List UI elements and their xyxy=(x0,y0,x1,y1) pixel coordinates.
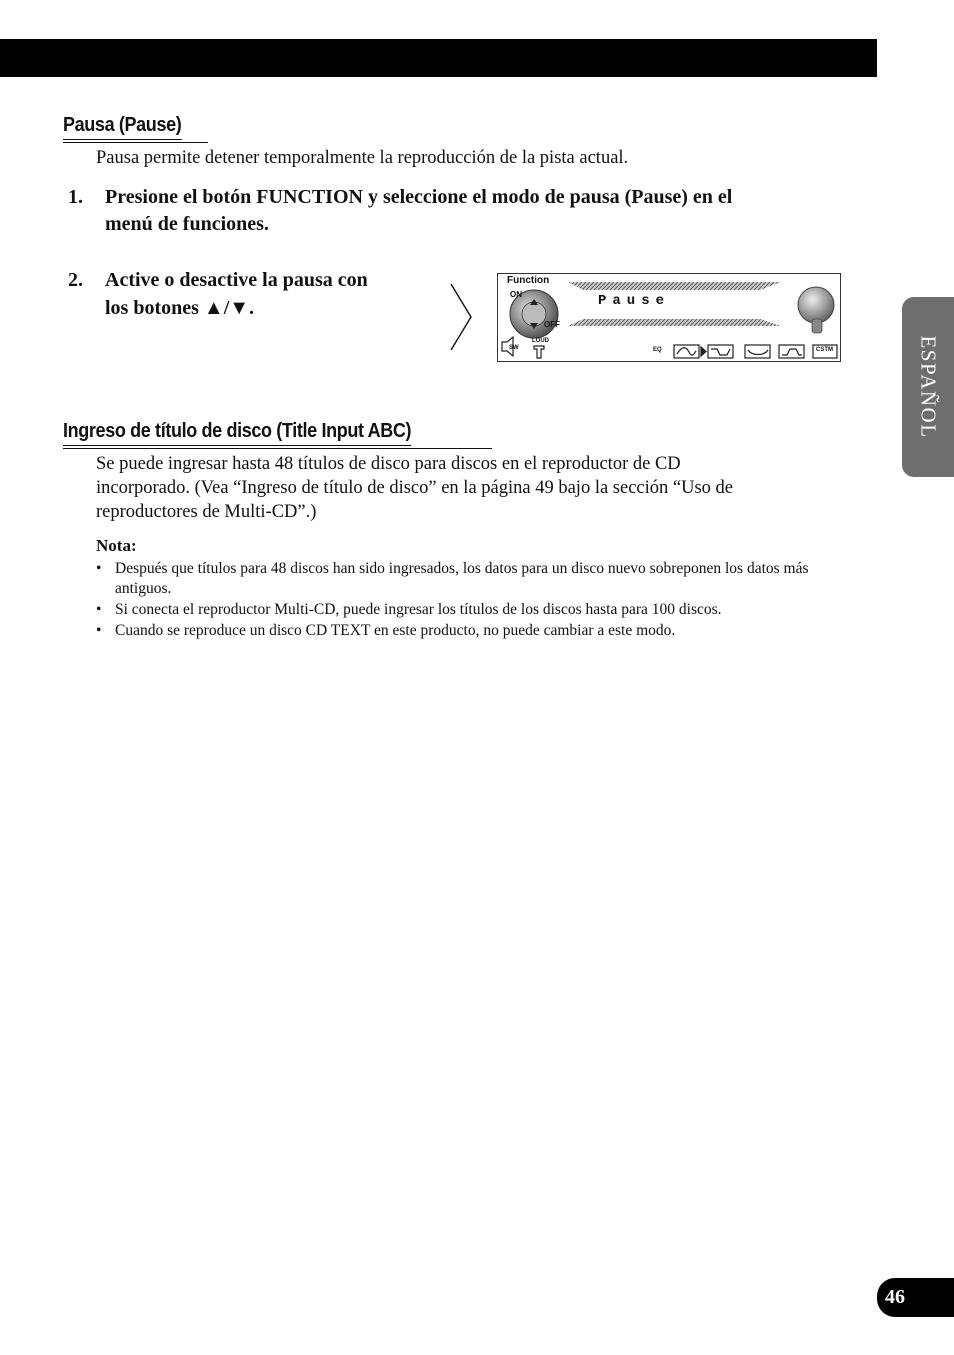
step-text-line2: menú de funciones. xyxy=(105,213,269,235)
list-item: • Cuando se reproduce un disco CD TEXT en este producto, no puede cambiar a este modo. xyxy=(96,621,836,641)
bottom-band xyxy=(568,319,781,326)
heading-underline xyxy=(63,142,208,143)
display-graphics xyxy=(498,274,840,361)
paragraph-line: Se puede ingresar hasta 48 títulos de disco para discos en el reproductor de CD xyxy=(96,454,681,474)
step-text-line1: Active o desactive la pausa con xyxy=(105,269,368,291)
page-number: 46 xyxy=(877,1278,954,1317)
step-number: 2. xyxy=(68,269,83,291)
loud-icon xyxy=(534,346,544,358)
header-bar xyxy=(0,39,877,77)
step-text-line1: Presione el botón FUNCTION y seleccione el modo de pausa (Pause) en el xyxy=(105,186,733,208)
step-text-line2: los botones ▲/▼. xyxy=(105,297,255,319)
pause-intro-text: Pausa permite detener temporalmente la reproducción de la pista actual. xyxy=(96,148,629,168)
notes-list xyxy=(96,559,836,642)
list-item: • Si conecta el reproductor Multi-CD, puede ingresar los títulos de los discos hasta para 100 discos. xyxy=(96,600,836,620)
display-mode-text: Pause xyxy=(598,293,671,309)
paragraph-line: incorporado. (Vea “Ingreso de título de disco” en la página 49 bajo la sección “Uso de xyxy=(96,478,733,498)
step-1 xyxy=(68,183,838,239)
pointer-arrow-icon xyxy=(449,282,475,352)
eq-label: EQ xyxy=(653,347,662,353)
on-label: ON xyxy=(510,290,522,299)
knob-icon xyxy=(798,287,834,323)
function-label: Function xyxy=(507,275,550,286)
top-band xyxy=(568,282,781,290)
list-item: • Después que títulos para 48 discos han sido ingresados, los datos para un disco nuevo sobreponen los datos más antiguos. xyxy=(96,559,836,599)
heading-underline xyxy=(63,448,492,449)
language-label: ESPAÑOL xyxy=(916,335,941,439)
cstm-label: CSTM xyxy=(816,347,833,353)
language-tab xyxy=(902,297,954,477)
note-title: Nota: xyxy=(96,536,137,555)
paragraph-line: reproductores de Multi-CD”.) xyxy=(96,502,317,522)
step-number: 1. xyxy=(68,186,83,208)
section-heading-pause: Pausa (Pause) xyxy=(63,114,181,140)
step-2 xyxy=(68,266,438,322)
eq-curve-icons xyxy=(674,345,837,358)
sw-label: SW xyxy=(509,345,519,351)
knob-on-label: ON xyxy=(814,279,825,286)
off-label: OFF xyxy=(544,320,560,329)
loud-label: LOUD xyxy=(532,338,549,344)
function-display xyxy=(497,273,841,362)
section-heading-title-input: Ingreso de título de disco (Title Input ABC) xyxy=(63,420,411,446)
